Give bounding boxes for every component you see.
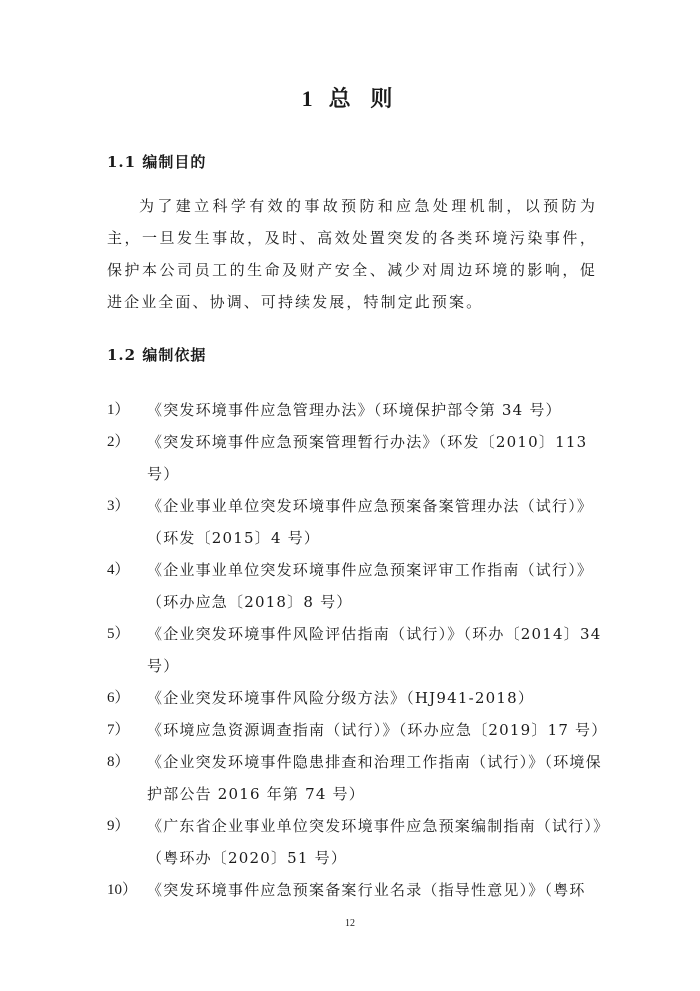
list-item-text: 《企业事业单位突发环境事件应急预案备案管理办法（试行）》（环发〔2015〕4 号） <box>147 497 594 547</box>
list-item <box>107 426 607 490</box>
section-heading-1-2: 1.2 编制依据 <box>107 346 207 364</box>
list-item-number: 7） <box>107 722 130 738</box>
list-item-number: 9） <box>107 818 130 834</box>
chapter-number: 1 <box>301 86 319 111</box>
section-heading-1-1: 1.1 编制目的 <box>107 153 207 171</box>
list-item-number: 2） <box>107 434 130 450</box>
list-item <box>107 714 607 746</box>
list-item-number: 1） <box>107 402 130 418</box>
list-item-text: 《突发环境事件应急预案管理暂行办法》（环发〔2010〕113 号） <box>147 433 588 483</box>
purpose-paragraph: 为了建立科学有效的事故预防和应急处理机制，以预防为主，一旦发生事故，及时、高效处置突发的各类环境污染事件，保护本公司员工的生命及财产安全、减少对周边环境的影响，促进企业全面、协调、可持续发展，特制定此预案。 <box>107 197 597 311</box>
list-item-number: 3） <box>107 498 130 514</box>
list-item <box>107 394 607 426</box>
list-item <box>107 618 607 682</box>
page-number: 12 <box>345 918 355 929</box>
list-item-text: 《环境应急资源调查指南（试行）》（环办应急〔2019〕17 号） <box>147 721 608 739</box>
list-item <box>107 810 607 874</box>
list-item <box>107 746 607 810</box>
list-item-number: 5） <box>107 626 130 642</box>
list-item <box>107 490 607 554</box>
list-item-text: 《企业突发环境事件隐患排查和治理工作指南（试行）》（环境保护部公告 2016 年第 74 号） <box>147 753 602 803</box>
list-item-number: 10） <box>107 882 138 898</box>
chapter-title-text: 总 则 <box>328 86 399 112</box>
list-item-text: 《广东省企业事业单位突发环境事件应急预案编制指南（试行）》（粤环办〔2020〕51 号） <box>147 817 602 867</box>
list-item-text: 《突发环境事件应急预案备案行业名录（指导性意见）》（粤环 <box>147 881 586 899</box>
list-item-text: 《企业事业单位突发环境事件应急预案评审工作指南（试行）》（环办应急〔2018〕8 号） <box>147 561 594 611</box>
chapter-title <box>0 82 700 113</box>
list-item-number: 4） <box>107 562 130 578</box>
reference-list <box>107 394 607 906</box>
list-item-text: 《突发环境事件应急管理办法》（环境保护部令第 34 号） <box>147 401 562 419</box>
list-item <box>107 874 607 906</box>
list-item-number: 6） <box>107 690 130 706</box>
list-item-number: 8） <box>107 754 130 770</box>
list-item <box>107 554 607 618</box>
list-item <box>107 682 607 714</box>
list-item-text: 《企业突发环境事件风险分级方法》（HJ941-2018） <box>147 689 535 707</box>
list-item-text: 《企业突发环境事件风险评估指南（试行）》（环办〔2014〕34 号） <box>147 625 602 675</box>
